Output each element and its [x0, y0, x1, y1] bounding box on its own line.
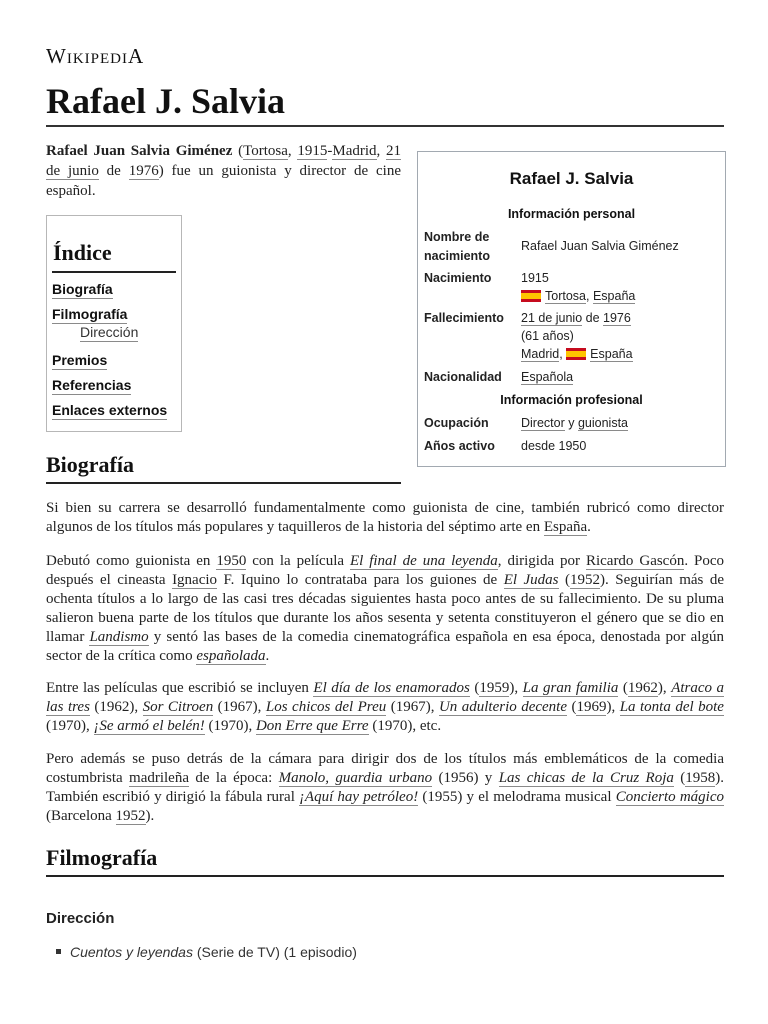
infobox-text: , [586, 289, 593, 303]
link-1962[interactable]: 1962 [627, 680, 658, 696]
link-el-judas[interactable]: El Judas [503, 572, 559, 588]
infobox-text: de [582, 311, 604, 325]
link-espana-nacimiento[interactable]: España [592, 289, 636, 303]
toc-heading: Índice [53, 240, 112, 265]
section-heading-filmografia: Filmografía [46, 845, 158, 870]
para-text: (1970), etc. [368, 718, 442, 734]
infobox-section-personal: Información personal [507, 207, 636, 221]
toc-item-referencias[interactable]: Referencias [52, 377, 132, 393]
link-1952-b[interactable]: 1952 [115, 808, 146, 824]
toc-item-enlaces-externos[interactable]: Enlaces externos [52, 402, 168, 418]
value-nacimiento [521, 269, 721, 305]
para-text: (1967), [386, 699, 439, 715]
label-anios-activo: Años activo [424, 439, 495, 453]
link-se-armo-el-belen[interactable]: ¡Se armó el belén! [93, 718, 205, 734]
section-heading-biografia: Biografía [46, 452, 134, 477]
filmografia-divider [46, 875, 724, 877]
para-text: Si bien su carrera se desarrolló fundamentalmente como guionista de cine, también rubricó como director algunos de los títulos más populares y taquilleros de la historia del séptimo arte en [46, 500, 724, 535]
para-text: (1970), [46, 718, 94, 734]
lead-text: , [287, 143, 298, 159]
para-text: Debutó como guionista en [46, 553, 217, 569]
link-director[interactable]: Director [521, 416, 565, 430]
link-don-erre-que-erre[interactable]: Don Erre que Erre [255, 718, 369, 734]
link-la-gran-familia[interactable]: La gran familia [522, 680, 619, 696]
infobox-section-profesional: Información profesional [500, 393, 643, 407]
biografia-paragraph-2 [46, 552, 724, 666]
link-concierto-magico[interactable]: Concierto mágico [615, 789, 725, 805]
para-text: ), [657, 680, 672, 696]
link-un-adulterio-decente[interactable]: Un adulterio decente [438, 699, 568, 715]
link-espanola[interactable]: Española [521, 370, 574, 384]
para-text: Entre las películas que escribió se incluyen [46, 680, 314, 696]
para-text: (1955) y el melodrama musical [418, 789, 616, 805]
link-espana[interactable]: España [543, 519, 588, 535]
table-of-contents [46, 215, 182, 432]
para-text: (1967), [213, 699, 266, 715]
list-item [56, 944, 357, 960]
toc-divider [52, 271, 176, 273]
para-text: ). [145, 808, 155, 824]
spain-flag-icon [521, 290, 541, 302]
para-text: ( [469, 680, 480, 696]
infobox-title: Rafael J. Salvia [509, 169, 634, 188]
para-text: ( [673, 770, 686, 786]
link-21-junio[interactable]: 21 de junio [46, 143, 402, 179]
link-el-final-de-una-leyenda[interactable]: El final de una leyenda [349, 553, 498, 569]
infobox-text: , [559, 347, 567, 361]
link-madrilena[interactable]: madrileña [129, 770, 190, 786]
link-los-chicos-del-preu[interactable]: Los chicos del Preu [265, 699, 387, 715]
page-title: Rafael J. Salvia [46, 81, 285, 121]
link-1958[interactable]: 1958 [685, 770, 716, 786]
link-madrid[interactable]: Madrid [332, 143, 377, 159]
para-text: ), [606, 699, 620, 715]
link-espanolada[interactable]: españolada [196, 648, 266, 664]
wikipedia-wordmark[interactable]: WikipediA [46, 44, 145, 68]
link-1950[interactable]: 1950 [216, 553, 247, 569]
para-text: ), [509, 680, 523, 696]
fallecimiento-age: (61 años) [521, 329, 574, 343]
biografia-paragraph-3 [46, 679, 724, 736]
toc-item-premios[interactable]: Premios [52, 352, 108, 368]
para-text: con la película [246, 553, 350, 569]
value-fallecimiento [521, 309, 721, 363]
label-nacionalidad: Nacionalidad [424, 370, 502, 384]
para-text: y sentó las bases de la comedia cinematográfica española en esa época, denostada por algún sector de la crítica como [46, 629, 724, 664]
link-ricardo-gascon[interactable]: Ricardo Gascón [585, 553, 685, 569]
link-tortosa[interactable]: Tortosa [243, 143, 288, 159]
link-la-tonta-del-bote[interactable]: La tonta del bote [619, 699, 724, 715]
lead-text: ) fue un guionista y director de cine español. [46, 163, 401, 199]
value-anios-activo: desde 1950 [521, 439, 587, 453]
para-text: Pero además se puso detrás de la cámara para dirigir dos de los títulos más emblemáticos de la comedia costumbrista [46, 751, 724, 786]
title-divider [46, 125, 724, 127]
subheading-direccion: Dirección [46, 910, 115, 927]
para-text: (1970), [204, 718, 256, 734]
lead-paragraph [46, 141, 401, 201]
toc-item-filmografia[interactable]: Filmografía [52, 306, 128, 322]
link-1915[interactable]: 1915 [297, 143, 328, 159]
bullet-icon [56, 949, 61, 954]
para-text: ). Seguirían más de ochenta títulos a lo largo de las casi tres décadas siguientes hasta poco antes de su fallecimiento. De su pluma salieron buena parte de los títulos que durante los años sesenta y setenta constituyeron el género que se dio en llamar [46, 572, 724, 645]
link-atraco-a-las-tres[interactable]: Atraco a las tres [46, 680, 725, 715]
toc-item-direccion[interactable]: Dirección [80, 324, 139, 340]
label-nombre: Nombre de nacimiento [424, 230, 490, 263]
label-ocupacion: Ocupación [424, 416, 489, 430]
infobox-text: y [564, 416, 578, 430]
value-nombre: Rafael Juan Salvia Giménez [521, 239, 679, 253]
toc-item-biografia[interactable]: Biografía [52, 281, 113, 297]
para-text: ( [558, 572, 570, 588]
lead-text: , [376, 143, 387, 159]
link-1976-infobox[interactable]: 1976 [603, 311, 631, 325]
link-1976[interactable]: 1976 [128, 163, 159, 179]
biografia-paragraph-1 [46, 499, 724, 537]
para-text: . [265, 648, 270, 664]
link-1959[interactable]: 1959 [479, 680, 510, 696]
biografia-divider [46, 482, 401, 484]
para-text: . Poco después el cineasta [46, 553, 725, 588]
link-guionista[interactable]: guionista [577, 416, 629, 430]
value-nacionalidad [521, 368, 721, 386]
para-text: (Barcelona [46, 808, 116, 824]
link-cuentos-y-leyendas[interactable]: Cuentos y leyendas [70, 944, 193, 960]
para-text: (1956) y [432, 770, 499, 786]
para-text: , dirigida por [497, 553, 586, 569]
value-ocupacion [521, 414, 721, 432]
link-madrid-infobox[interactable]: Madrid [521, 347, 560, 361]
para-text: ). También escribió y dirigió la fábula rural [46, 770, 725, 805]
link-espana-fallecimiento[interactable]: España [590, 347, 633, 361]
lead-name: Rafael Juan Salvia Giménez [46, 143, 233, 159]
infobox [417, 151, 726, 467]
para-text: ( [567, 699, 577, 715]
lead-text: ( [232, 143, 244, 159]
list-item-text: (Serie de TV) (1 episodio) [192, 944, 357, 960]
spain-flag-icon [566, 348, 586, 360]
para-text: de la época: [189, 770, 279, 786]
link-manolo-guardia-urbano[interactable]: Manolo, guardia urbano [278, 770, 433, 786]
label-fallecimiento: Fallecimiento [424, 311, 504, 325]
para-text: F. Iquino lo contrataba para los guiones de [217, 572, 504, 588]
link-landismo[interactable]: Landismo [89, 629, 149, 645]
label-nacimiento: Nacimiento [424, 271, 492, 285]
para-text: . [587, 519, 591, 535]
para-text: ( [618, 680, 628, 696]
link-sor-citroen[interactable]: Sor Citroen [142, 699, 214, 715]
link-el-dia-de-los-enamorados[interactable]: El día de los enamorados [313, 680, 470, 696]
lead-text: - [327, 143, 333, 159]
link-1969[interactable]: 1969 [576, 699, 607, 715]
biografia-paragraph-4 [46, 750, 724, 826]
lead-text: de [98, 163, 129, 179]
link-tortosa-infobox[interactable]: Tortosa [545, 289, 586, 303]
link-aqui-hay-petroleo[interactable]: ¡Aquí hay petróleo! [299, 789, 419, 805]
link-ignacio[interactable]: Ignacio [172, 572, 218, 588]
para-text: (1962), [89, 699, 143, 715]
link-las-chicas-de-la-cruz-roja[interactable]: Las chicas de la Cruz Roja [498, 770, 674, 786]
nacimiento-year: 1915 [521, 271, 549, 285]
link-21-junio-infobox[interactable]: 21 de junio [521, 311, 583, 325]
link-1952[interactable]: 1952 [570, 572, 600, 588]
